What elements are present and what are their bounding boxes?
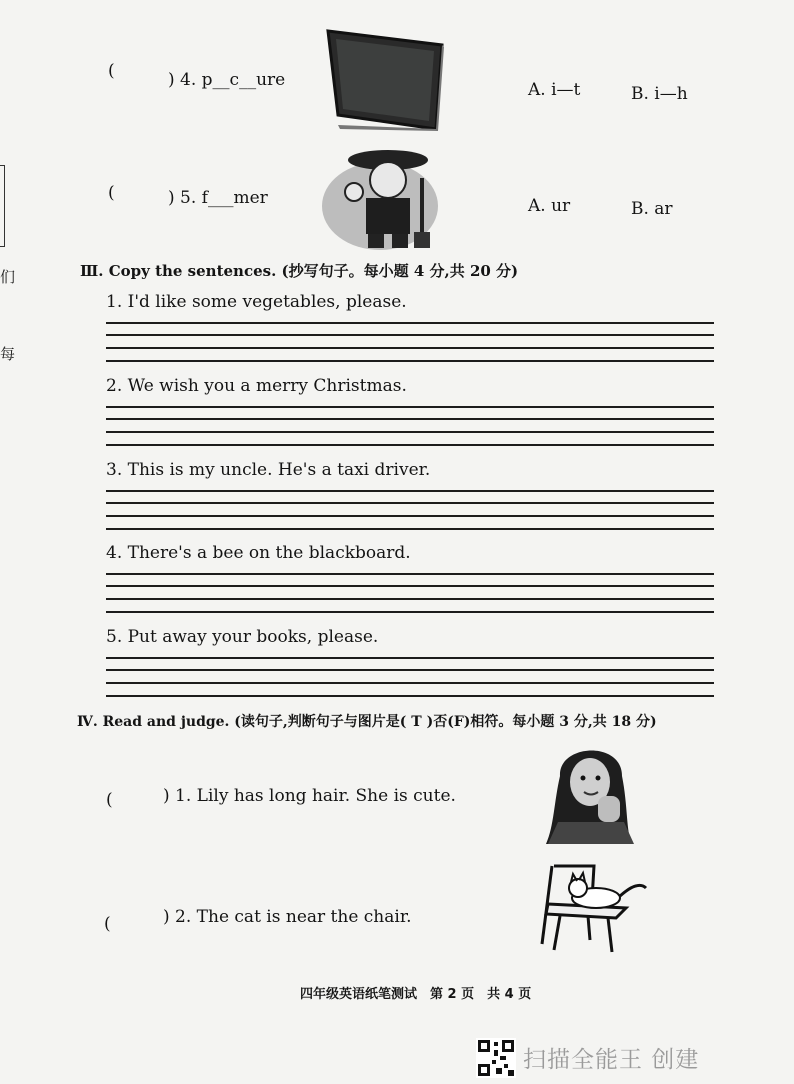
writing-line (106, 528, 714, 530)
copy-sentence-4: 4. There's a bee on the blackboard. (106, 543, 411, 563)
option-b-5: B. ar (631, 199, 673, 219)
answer-paren: ( (106, 790, 113, 810)
answer-paren: ( (108, 183, 115, 203)
vocab-item-5: ) 5. f___mer (168, 188, 268, 208)
vocab-item-4: ) 4. p__c__ure (168, 70, 286, 90)
writing-line (106, 322, 714, 324)
writing-line (106, 502, 714, 504)
writing-line (106, 657, 714, 659)
qr-code-icon (476, 1038, 516, 1078)
answer-paren: ( (108, 61, 115, 81)
writing-line (106, 585, 714, 587)
copy-sentence-2: 2. We wish you a merry Christmas. (106, 376, 407, 396)
writing-line (106, 669, 714, 671)
blackboard-picture-icon (326, 29, 444, 131)
writing-line (106, 695, 714, 697)
margin-mark-1: 们 (0, 268, 16, 286)
cat-on-chair-icon (538, 860, 650, 954)
answer-paren: ( (104, 914, 111, 934)
writing-line (106, 611, 714, 613)
section-4-heading: Ⅳ. Read and judge. (读句子,判断句子与图片是( T )否(F)相符。每小题 3 分,共 18 分) (77, 714, 657, 730)
writing-line (106, 347, 714, 349)
margin-mark-2: 每 (0, 345, 16, 363)
copy-sentence-3: 3. This is my uncle. He's a taxi driver. (106, 460, 431, 480)
section-3-heading: Ⅲ. Copy the sentences. (抄写句子。每小题 4 分,共 20 分) (80, 262, 519, 280)
writing-line (106, 418, 714, 420)
page-footer: 四年级英语纸笔测试 第 2 页 共 4 页 (300, 987, 532, 1002)
option-b-4: B. i—h (631, 84, 688, 104)
writing-line (106, 431, 714, 433)
writing-line (106, 598, 714, 600)
copy-sentence-1: 1. I'd like some vegetables, please. (106, 292, 407, 312)
judge-item-2: ) 2. The cat is near the chair. (163, 907, 412, 927)
judge-item-1: ) 1. Lily has long hair. She is cute. (163, 786, 456, 806)
margin-bracket (0, 165, 5, 247)
option-a-5: A. ur (528, 196, 571, 216)
writing-line (106, 490, 714, 492)
copy-sentence-5: 5. Put away your books, please. (106, 627, 379, 647)
farmer-with-shovel-icon (318, 148, 448, 252)
girl-long-hair-photo-icon (538, 736, 644, 844)
option-a-4: A. i—t (528, 80, 581, 100)
writing-line (106, 406, 714, 408)
writing-line (106, 360, 714, 362)
writing-line (106, 444, 714, 446)
writing-line (106, 515, 714, 517)
writing-line (106, 334, 714, 336)
writing-line (106, 573, 714, 575)
scanner-watermark: 扫描全能王 创建 (523, 1047, 700, 1073)
writing-line (106, 682, 714, 684)
